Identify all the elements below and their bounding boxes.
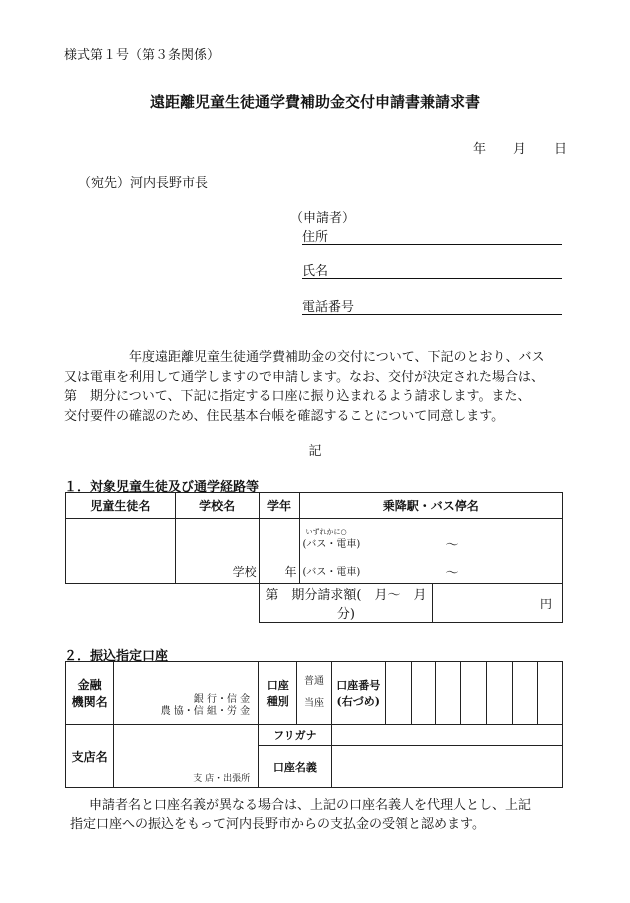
col-student-header: 児童生徒名 xyxy=(66,493,176,519)
claim-amount-cell[interactable] xyxy=(433,584,563,623)
statement-line: 第 期分について、下記に指定する口座に振り込まれるよう請求します。また、 xyxy=(64,389,531,404)
application-statement xyxy=(64,348,564,426)
account-digit-cell[interactable] xyxy=(385,662,411,725)
furigana-field[interactable] xyxy=(331,725,562,746)
account-number-label: 口座番号 (右づめ) xyxy=(331,662,385,725)
col-station-header: 乗降駅・バス停名 xyxy=(299,493,562,519)
furigana-label: フリガナ xyxy=(259,725,331,746)
transport-option-1[interactable]: (バス・電車) xyxy=(302,539,361,550)
bank-name-cell[interactable] xyxy=(114,662,259,725)
account-digit-cell[interactable] xyxy=(436,662,461,725)
statement-line: 交付要件の確認のため、住民基本台帳を確認することについて同意します。 xyxy=(64,408,505,424)
date-year-label: 年 xyxy=(473,142,487,157)
col-grade-header: 学年 xyxy=(259,493,299,519)
branch-label: 支店名 xyxy=(66,725,114,788)
account-digit-cell[interactable] xyxy=(487,662,512,725)
branch-type: 支 店・出張所 xyxy=(193,774,251,784)
current-option[interactable]: 当座 xyxy=(303,698,324,709)
statement-line: 又は電車を利用して通学しますので申請します。なお、交付が決定された場合は、 xyxy=(64,369,544,385)
statement-line: 年度遠距離児童生徒通学費補助金の交付について、下記のとおり、バス xyxy=(64,350,545,365)
student-route-table xyxy=(65,492,563,623)
section2-heading: ２．振込指定口座 xyxy=(64,649,169,664)
consent-line: 申請者名と口座名義が異なる場合は、上記の口座名義人を代理人とし、上記 xyxy=(89,798,532,813)
phone-label: 電話番号 xyxy=(302,300,355,315)
account-digit-cell[interactable] xyxy=(512,662,537,725)
bank-label: 金融 機関名 xyxy=(66,662,114,725)
account-digit-cell[interactable] xyxy=(412,662,436,725)
route-tilde-2: ～ xyxy=(445,566,459,581)
section1-heading: １．対象児童生徒及び通学経路等 xyxy=(64,480,260,495)
address-label: 住所 xyxy=(302,230,329,245)
ordinary-option[interactable]: 普通 xyxy=(303,676,324,687)
address-field[interactable] xyxy=(302,226,562,245)
account-holder-field[interactable] xyxy=(331,746,562,788)
bank-account-table xyxy=(65,661,563,788)
phone-field[interactable] xyxy=(302,296,562,315)
form-number: 様式第１号（第３条関係） xyxy=(64,48,221,63)
col-school-header: 学校名 xyxy=(175,493,259,519)
branch-name-cell[interactable] xyxy=(114,725,259,788)
blank-cell xyxy=(66,584,260,623)
account-holder-label: 口座名義 xyxy=(259,746,331,788)
ki-heading: 記 xyxy=(308,444,322,459)
document-title: 遠距離児童生徒通学費補助金交付申請書兼請求書 xyxy=(149,93,480,111)
bank-type-1: 銀 行・信 金 xyxy=(193,694,251,705)
account-digit-cell[interactable] xyxy=(461,662,487,725)
consent-line: 指定口座への振込をもって河内長野市からの支払金の受領と認めます。 xyxy=(70,817,485,832)
date-month-label: 月 xyxy=(513,142,527,157)
bank-type-2: 農 協・信 組・労 金 xyxy=(160,706,251,717)
student-name-cell[interactable] xyxy=(66,519,176,584)
school-suffix: 学校 xyxy=(232,565,257,579)
station-cell[interactable] xyxy=(299,519,562,584)
grade-cell[interactable] xyxy=(259,519,299,584)
grade-suffix: 年 xyxy=(284,565,297,579)
either-note: いずれかに○ xyxy=(305,528,347,536)
yen-label: 円 xyxy=(539,596,552,611)
route-tilde-1: ～ xyxy=(445,538,459,553)
date-day-label: 日 xyxy=(554,142,568,157)
name-field[interactable] xyxy=(302,260,562,279)
applicant-heading: （申請者） xyxy=(290,211,356,226)
account-type-label: 口座 種別 xyxy=(259,662,297,725)
name-label: 氏名 xyxy=(302,264,329,279)
addressee: （宛先）河内長野市長 xyxy=(78,176,209,191)
claim-period-label: 第 期分請求額( 月～ 月分) xyxy=(259,584,433,623)
account-type-options[interactable] xyxy=(297,662,331,725)
school-name-cell[interactable] xyxy=(175,519,259,584)
proxy-consent-statement xyxy=(70,796,570,834)
account-digit-cell[interactable] xyxy=(537,662,562,725)
transport-option-2[interactable]: (バス・電車) xyxy=(302,567,361,578)
